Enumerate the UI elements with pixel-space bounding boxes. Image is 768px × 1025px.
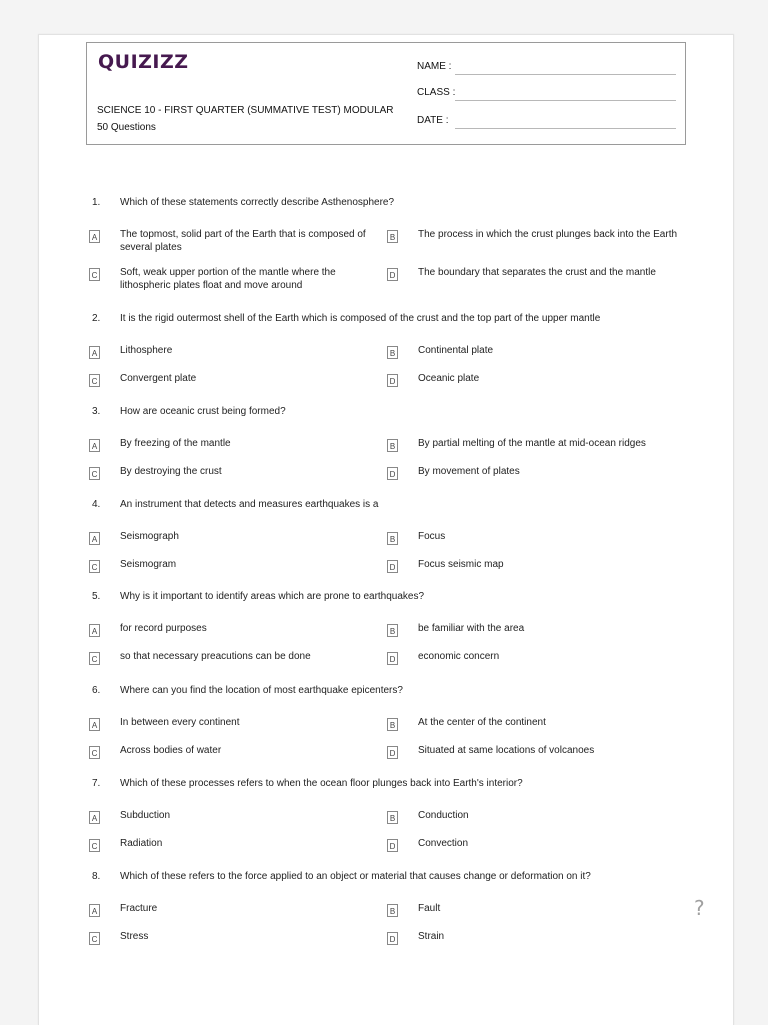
option-letter-box[interactable]: B — [387, 904, 398, 917]
option-letter-box[interactable]: A — [89, 346, 100, 359]
option-letter-box[interactable]: D — [387, 268, 398, 281]
question-number: 3. — [92, 406, 101, 417]
option-text: By destroying the crust — [120, 466, 222, 477]
option-letter-box[interactable]: D — [387, 746, 398, 759]
option-text: Focus seismic map — [418, 559, 504, 570]
option-letter-box[interactable]: C — [89, 932, 100, 945]
question-number: 5. — [92, 591, 101, 602]
option-text: By partial melting of the mantle at mid-ocean ridges — [418, 438, 646, 449]
option-letter-box[interactable]: B — [387, 346, 398, 359]
option-text: Continental plate — [418, 345, 494, 356]
option-letter-box[interactable]: B — [387, 439, 398, 452]
option-text: Oceanic plate — [418, 373, 480, 384]
date-line[interactable] — [455, 128, 676, 129]
option-letter-box[interactable]: B — [387, 718, 398, 731]
question-number: 2. — [92, 313, 101, 324]
question-text: It is the rigid outermost shell of the Earth which is composed of the crust and the top part of the upper mantle — [120, 313, 601, 324]
help-icon[interactable]: ? — [694, 896, 705, 920]
option-letter-box[interactable]: A — [89, 811, 100, 824]
option-text: Stress — [120, 931, 149, 942]
question-text: Which of these refers to the force applied to an object or material that causes change or deformation on it? — [120, 871, 591, 882]
option-letter-box[interactable]: D — [387, 839, 398, 852]
question-number: 6. — [92, 685, 101, 696]
option-letter-box[interactable]: B — [387, 624, 398, 637]
option-text: By movement of plates — [418, 466, 520, 477]
worksheet-page — [38, 34, 734, 1025]
option-letter-box[interactable]: A — [89, 230, 100, 243]
option-text: Conduction — [418, 810, 469, 821]
option-text: Subduction — [120, 810, 171, 821]
option-text: Across bodies of water — [120, 745, 222, 756]
option-text: Fault — [418, 903, 441, 914]
question-text: Where can you find the location of most earthquake epicenters? — [120, 685, 403, 696]
option-text: Focus — [418, 531, 446, 542]
option-text: Lithosphere — [120, 345, 173, 356]
question-number: 7. — [92, 778, 101, 789]
question-text: Which of these processes refers to when the ocean floor plunges back into Earth's interior? — [120, 778, 523, 789]
question-number: 4. — [92, 499, 101, 510]
option-letter-box[interactable]: C — [89, 652, 100, 665]
option-text: Convection — [418, 838, 469, 849]
option-text: At the center of the continent — [418, 717, 546, 728]
option-letter-box[interactable]: C — [89, 746, 100, 759]
question-text: Which of these statements correctly describe Asthenosphere? — [120, 197, 395, 208]
option-letter-box[interactable]: C — [89, 374, 100, 387]
option-letter-box[interactable]: B — [387, 532, 398, 545]
name-label: NAME : — [417, 61, 452, 72]
question-number: 1. — [92, 197, 101, 208]
option-letter-box[interactable]: C — [89, 268, 100, 281]
option-text: The topmost, solid part of the Earth that is composed of several plates — [120, 229, 366, 253]
date-field[interactable] — [417, 113, 676, 129]
option-text: Strain — [418, 931, 445, 942]
class-line[interactable] — [455, 100, 676, 101]
option-letter-box[interactable]: B — [387, 230, 398, 243]
test-title: SCIENCE 10 - FIRST QUARTER (SUMMATIVE TEST) MODULAR — [97, 105, 394, 116]
option-text: The process in which the crust plunges back into the Earth — [418, 229, 678, 240]
option-letter-box[interactable]: A — [89, 904, 100, 917]
worksheet-header — [86, 42, 686, 145]
option-text: Convergent plate — [120, 373, 197, 384]
option-letter-box[interactable]: A — [89, 718, 100, 731]
option-letter-box[interactable]: D — [387, 932, 398, 945]
option-letter-box[interactable]: D — [387, 560, 398, 573]
option-text: Situated at same locations of volcanoes — [418, 745, 595, 756]
option-text: be familiar with the area — [418, 623, 525, 634]
question-text: Why is it important to identify areas which are prone to earthquakes? — [120, 591, 425, 602]
option-text: economic concern — [418, 651, 500, 662]
option-text: Seismogram — [120, 559, 177, 570]
quizizz-logo: QUIZIZZ — [98, 51, 189, 73]
option-text: Soft, weak upper portion of the mantle where the lithospheric plates float and move around — [120, 267, 336, 291]
option-letter-box[interactable]: D — [387, 374, 398, 387]
option-text: The boundary that separates the crust and the mantle — [418, 267, 656, 278]
question-number: 8. — [92, 871, 101, 882]
name-field[interactable] — [417, 59, 676, 75]
option-text: for record purposes — [120, 623, 207, 634]
question-count: 50 Questions — [97, 122, 156, 133]
option-letter-box[interactable]: A — [89, 439, 100, 452]
option-letter-box[interactable]: C — [89, 467, 100, 480]
question-text: How are oceanic crust being formed? — [120, 406, 286, 417]
option-letter-box[interactable]: A — [89, 532, 100, 545]
class-label: CLASS : — [417, 87, 456, 98]
option-letter-box[interactable]: D — [387, 652, 398, 665]
question-text: An instrument that detects and measures earthquakes is a — [120, 499, 379, 510]
class-field[interactable] — [417, 85, 676, 101]
option-text: Fracture — [120, 903, 158, 914]
option-text: In between every continent — [120, 717, 240, 728]
date-label: DATE : — [417, 115, 449, 126]
option-letter-box[interactable]: A — [89, 624, 100, 637]
option-letter-box[interactable]: D — [387, 467, 398, 480]
option-letter-box[interactable]: C — [89, 560, 100, 573]
option-text: Radiation — [120, 838, 163, 849]
option-letter-box[interactable]: B — [387, 811, 398, 824]
option-letter-box[interactable]: C — [89, 839, 100, 852]
option-text: By freezing of the mantle — [120, 438, 231, 449]
option-text: Seismograph — [120, 531, 179, 542]
name-line[interactable] — [455, 74, 676, 75]
option-text: so that necessary preacutions can be done — [120, 651, 311, 662]
